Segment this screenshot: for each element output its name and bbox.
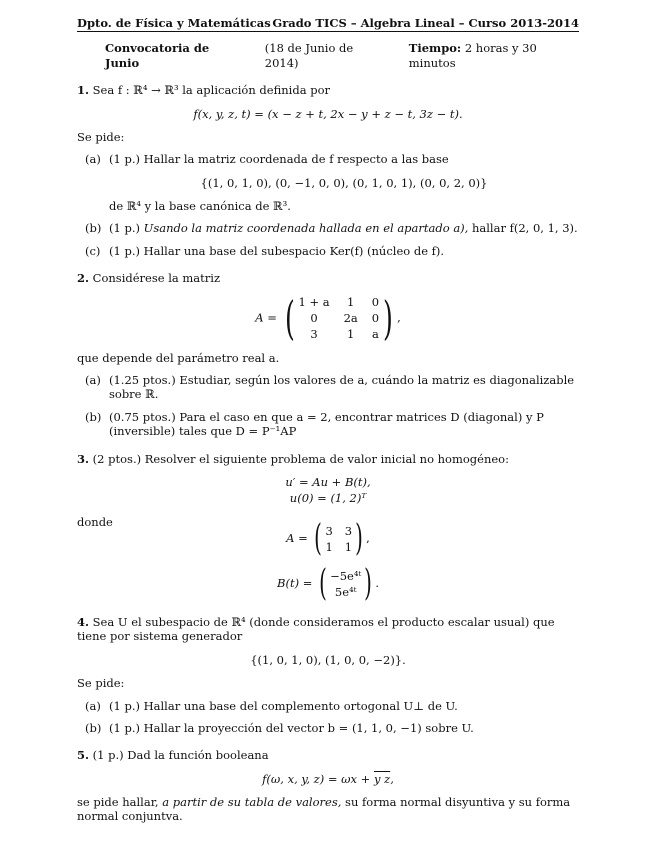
problem-5-task: se pide hallar, a partir de su tabla de valores, su forma normal disyuntiva y su forma normal conjuntva. (77, 795, 571, 824)
problem-4: 4. Sea U el subespacio de ℝ⁴ (donde consideramos el producto escalar usual) que tiene por sistema generador {(1, 0, 1, 0), (1, 0, 0, −2)}. Se pide: (a) (1 p.) Hallar una base del complemento ortogonal U⊥ de U. (b) (1 p.) Hallar la proyección del vector b = (1, 1, 0, −1) sobre U. (77, 615, 579, 735)
matrix-entry: 1 (344, 540, 353, 554)
matrix-entry: 3 (310, 327, 318, 342)
problem-3: 3. (2 ptos.) Resolver el siguiente problema de valor inicial no homogéneo: u′ = Au + B(t), u(0) = (1, 2)ᵀ donde A = ( 3 3 1 1 ) , B(t) = ( −5e⁴ᵗ 5e⁴ᵗ ) . (77, 452, 579, 603)
exam-page (77, 16, 579, 824)
course-info: Grado TICS – Algebra Lineal – Curso 2013-2014 (272, 16, 579, 30)
matrix-entry: 3 (325, 523, 333, 538)
matrix-entry: −5e⁴ᵗ (330, 568, 362, 583)
problem-number: 1. (77, 83, 90, 98)
exam-time: Tiempo: 2 horas y 30 minutos (408, 41, 537, 70)
problem-2: 2. Considérese la matriz A = ( 1 + a 1 0 0 2a 0 3 1 a ) , que depende del parámetro real a. (a) (1.25 ptos.) Estudiar, según los valores de a, cuándo la matriz es diagonalizable sobre ℝ. (b) (0.75 ptos.) Para el caso en que a = 2, encontrar matrices D (diagonal) y P (inversible) tales que D = P⁻¹AP (77, 271, 579, 438)
item-c: (c) (1 p.) Hallar una base del subespacio Ker(f) (núcleo de f). (85, 243, 445, 258)
matrix-entry: 0 (310, 310, 318, 325)
equation: f(x, y, z, t) = (x − z + t, 2x − y + z − t, 3z − t). (193, 106, 463, 121)
ode-equation: u′ = Au + B(t), (285, 474, 371, 489)
vector-b-def: B(t) = ( −5e⁴ᵗ 5e⁴ᵗ ) . (277, 563, 379, 604)
matrix-entry: 0 (371, 310, 380, 325)
boolean-function: f(ω, x, y, z) = ωx + y z, (262, 771, 394, 786)
problem-5: 5. (1 p.) Dad la función booleana f(ω, x, y, z) = ωx + y z, se pide hallar, a partir de su tabla de valores, su forma normal disyuntiva y su forma normal conjuntva. (77, 748, 579, 824)
matrix-entry: 1 (347, 294, 355, 309)
matrix-entry: a (372, 327, 379, 342)
item-a: (a) (1 p.) Hallar una base del complemento ortogonal U⊥ de U. (85, 698, 458, 713)
basis-set: {(1, 0, 1, 0), (0, −1, 0, 0), (0, 1, 0, 1), (0, 0, 2, 0)} (200, 175, 488, 190)
item-b: (b) (0.75 ptos.) Para el caso en que a = 2, encontrar matrices D (diagonal) y P (inversible) tales que D = P⁻¹AP (85, 409, 544, 439)
matrix-entry: 5e⁴ᵗ (334, 585, 357, 599)
department: Dpto. de Física y Matemáticas (77, 16, 271, 30)
item-a: (a) (1.25 ptos.) Estudiar, según los valores de a, cuándo la matriz es diagonalizable sobre ℝ. (85, 373, 575, 402)
matrix-entry: 3 (344, 523, 353, 538)
matrix-a-def: A = ( 3 3 1 1 ) , (286, 518, 370, 559)
matrix-a: ( 1 + a 1 0 0 2a 0 3 1 a ) (284, 291, 394, 346)
matrix-entry: 0 (371, 294, 380, 309)
initial-condition: u(0) = (1, 2)ᵀ (289, 491, 367, 506)
matrix-entry: 1 (347, 327, 355, 342)
se-pide: Se pide: (77, 129, 125, 144)
problem-1 (77, 83, 579, 258)
item-b: (b) (1 p.) Hallar la proyección del vector b = (1, 1, 0, −1) sobre U. (85, 720, 474, 735)
generator-set: {(1, 0, 1, 0), (1, 0, 0, −2)}. (250, 652, 406, 667)
matrix-a: ( 3 3 1 1 ) (314, 518, 364, 559)
matrix-entry: 2a (343, 310, 358, 325)
item-a: (a) (1 p.) Hallar la matriz coordenada de f respecto a las base {(1, 0, 1, 0), (0, −1, 0, 0), (0, 1, 0, 1), (0, 0, 2, 0)} de ℝ⁴ y la base canónica de ℝ³. (77, 152, 579, 213)
convocatoria: Convocatoria de Junio (105, 41, 210, 70)
exam-date: (18 de Junio de 2014) (264, 41, 354, 70)
matrix-entry: 1 (325, 540, 333, 554)
exam-info (77, 41, 579, 70)
matrix-equation: A = ( 1 + a 1 0 0 2a 0 3 1 a ) , (255, 291, 401, 346)
matrix-entry: 1 + a (298, 294, 330, 309)
problem-intro: Sea f : ℝ⁴ → ℝ³ la aplicación definida por (92, 83, 330, 98)
page-header (77, 16, 579, 32)
vector-b: ( −5e⁴ᵗ 5e⁴ᵗ ) (319, 563, 373, 604)
item-b: (b) (1 p.) Usando la matriz coordenada hallada en el apartado a), hallar f(2, 0, 1, 3). (85, 221, 578, 236)
